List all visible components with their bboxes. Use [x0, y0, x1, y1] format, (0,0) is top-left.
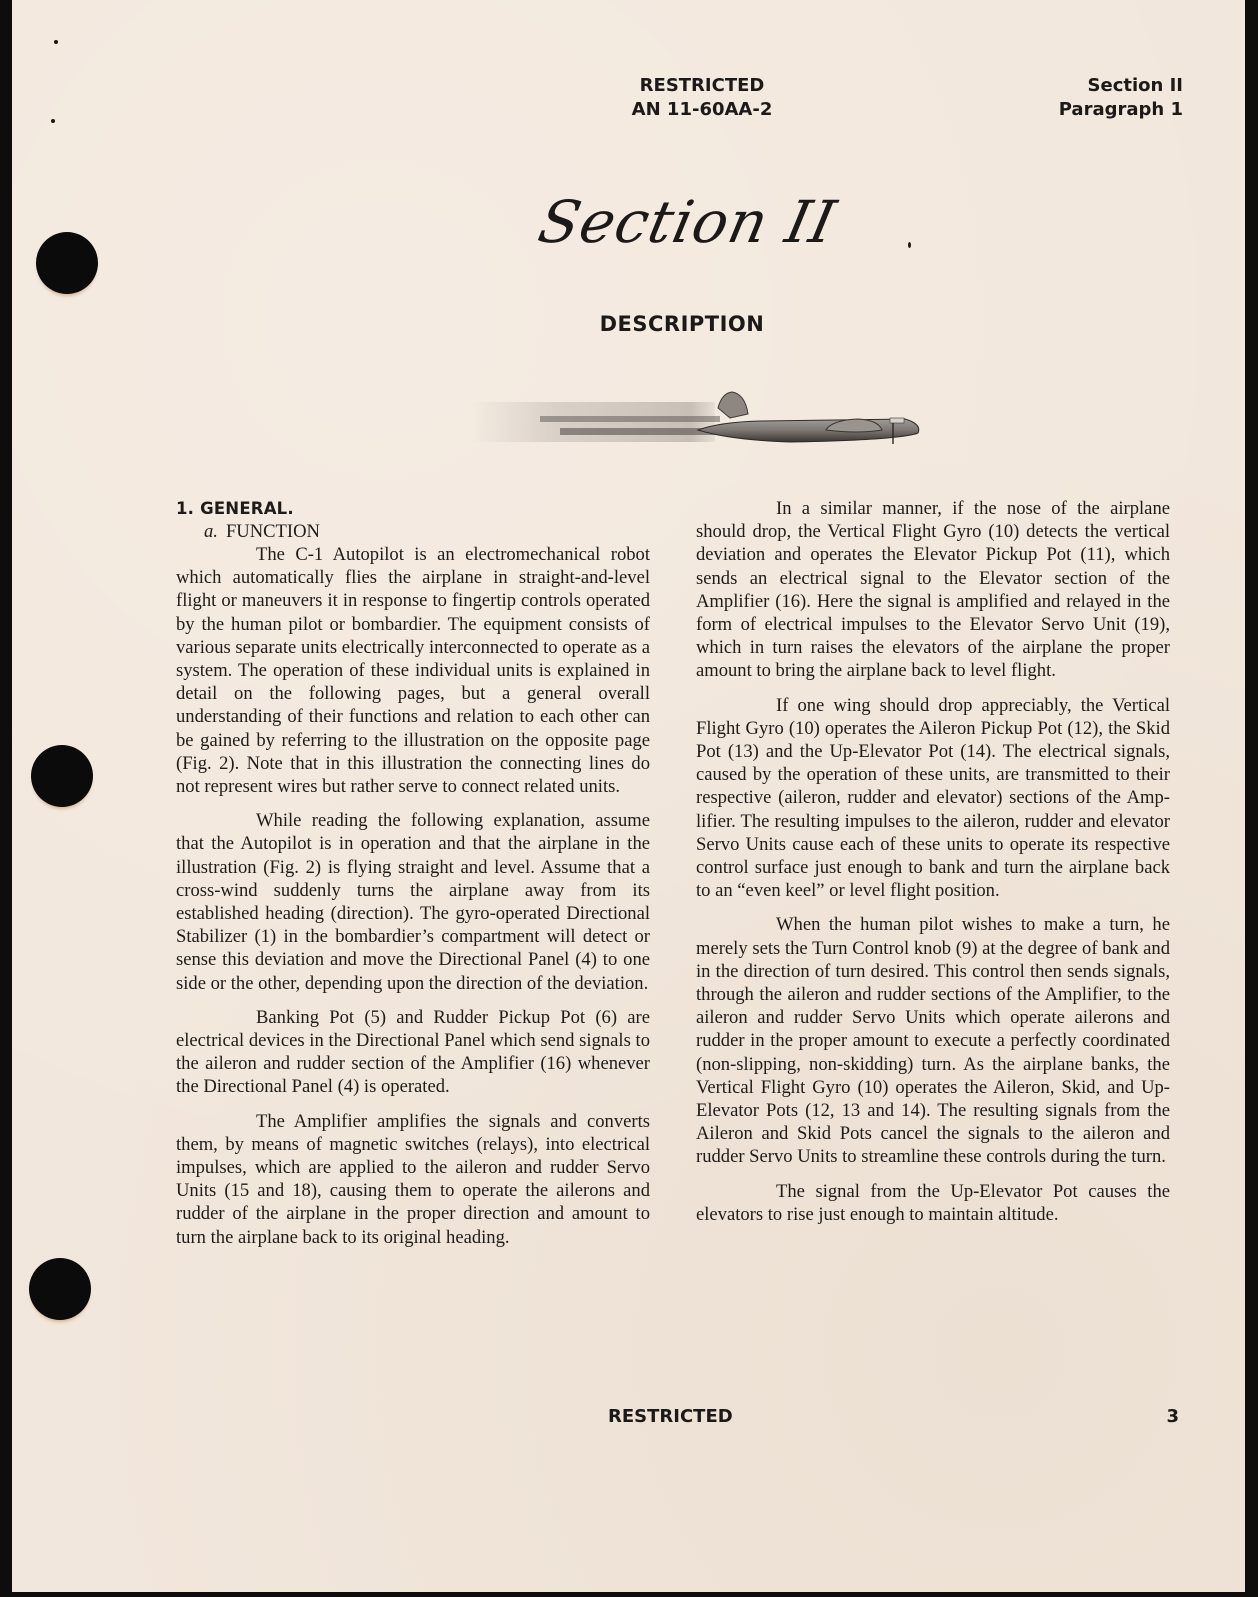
paper-speck [51, 119, 55, 123]
footer-classification: RESTRICTED [608, 1406, 733, 1427]
header-classification: RESTRICTED [639, 75, 765, 96]
section-title-script: Section II [532, 188, 843, 256]
header-paragraph: Paragraph 1 [1058, 99, 1183, 120]
binder-hole-bottom [29, 1258, 91, 1320]
paper-speck [908, 242, 911, 248]
subheading-letter: a. [204, 521, 218, 542]
page-number: 3 [1166, 1406, 1179, 1427]
subheading-label: FUNCTION [225, 521, 320, 542]
document-number: AN 11-60AA-2 [631, 99, 773, 120]
body-paragraph: When the human pilot wishes to make a turn, he merely sets the Turn Control knob (9) at the degree of bank and in the direction of turn desired. This control then sends signals, through the aileron and rudder sections of the Amplifier, to the aileron and rudder Servo Units which operate ailerons and rudder in the proper amount to execute a perfectly coordinated (non-slipping, non-skidding) turn. As the airplane banks, the Vertical Flight Gyro (10) operates the Aileron, Skid, and Up-Elevator Pots (12, 13 and 14). The resulting signals from the Aileron and Skid Pots cancel the signals to the aileron and rudder Servo Units to streamline these controls during the turn. [696, 914, 1170, 1168]
document-page [12, 0, 1245, 1592]
binder-hole-top [36, 232, 98, 294]
binder-hole-middle [31, 745, 93, 807]
page-title: DESCRIPTION [599, 312, 765, 336]
body-paragraph: While reading the following explanation, assume that the Autopilot is in operation and that the airplane in the illustration (Fig. 2) is flying straight and level. Assume that a cross-wind suddenly turns the airplane away from its established heading (direction). The gyro-operated Directional Stabilizer (1) in the bombardier’s compartment will detect or sense this deviation and move the Directional Panel (4) to one side or the other, depending upon the direction of the deviation. [176, 810, 650, 994]
subheading [204, 520, 650, 543]
body-paragraph: The C-1 Autopilot is an electromechanical robot which automatically flies the airplane in straight-and-level flight or maneuvers it in response to fingertip controls operated by the human pilot or bombardier. The equipment consists of various separate units electrically interconnected to operate as a system. The operation of these individual units is explained in detail on the following pages, but a general overall understanding of their functions and relation to each other can be gained by referring to the illustration on the opposite page (Fig. 2). Note that in this illustration the connecting lines do not represent wires but rather serve to connect related units. [176, 544, 650, 798]
left-column [176, 497, 650, 1260]
body-paragraph: Banking Pot (5) and Rudder Pickup Pot (6) are electrical devices in the Directional Panel which send signals to the aileron and rudder section of the Amplifier (16) whenever the Directional Panel (4) is operated. [176, 1006, 650, 1098]
body-paragraph: In a similar manner, if the nose of the airplane should drop, the Vertical Flight Gyro (10) detects the vertical deviation and operates the Elevator Pickup Pot (11), which sends an electrical signal to the Elevator section of the Amplifier (16). Here the signal is amplified and relayed in the form of electrical impulses to the Elevator Servo Unit (19), which in turn raises the elevators of the airplane the proper amount to bring the airplane back to level flight. [696, 498, 1170, 682]
body-paragraph: The Amplifier amplifies the signals and converts them, by means of magnetic switches (relays), into electrical impulses, which are applied to the aileron and rudder Servo Units (15 and 18), causing them to operate the ailerons and rudder of the airplane in the proper direction and amount to turn the airplane back to its original heading. [176, 1110, 650, 1248]
right-column [696, 497, 1170, 1237]
header-right [1059, 74, 1183, 122]
paper-speck [54, 40, 58, 44]
body-paragraph: If one wing should drop appreciably, the Vertical Flight Gyro (10) operates the Aileron Pickup Pot (12), the Skid Pot (13) and the Up-Elevator Pot (14). The electrical signals, caused by the operation of these units, are transmitted to their respective (aileron, rudder and elevator) sections of the Amplifier. The resulting impulses to the aileron, rudder and elevator Servo Units cause each of these units to operate its respective control surface just enough to bank and turn the airplane back to an “even keel” or level flight position. [696, 694, 1170, 902]
header-center [612, 74, 792, 122]
header-section: Section II [1087, 75, 1183, 96]
body-paragraph: The signal from the Up-Elevator Pot causes the elevators to rise just enough to maintain altitude. [696, 1180, 1170, 1225]
airplane-in-flight-icon [460, 388, 925, 453]
paragraph-heading: 1. GENERAL. [176, 499, 294, 518]
